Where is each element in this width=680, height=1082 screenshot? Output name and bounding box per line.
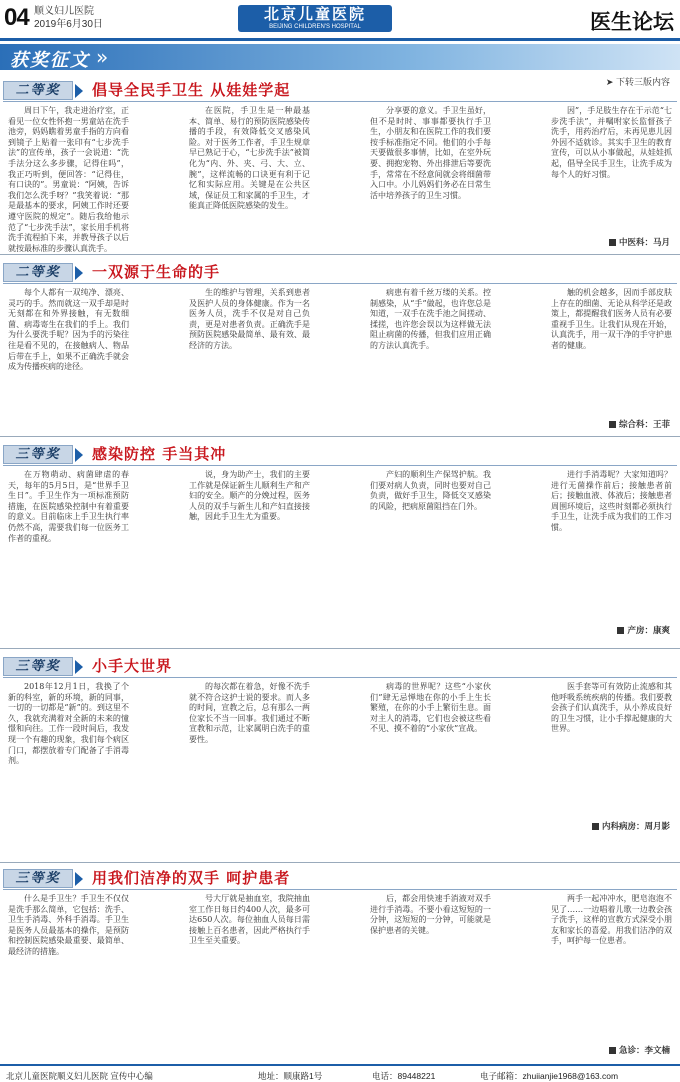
byline (609, 418, 670, 430)
article-column (370, 470, 491, 620)
banner (0, 44, 680, 70)
paragraph: 生的维护与管理，关系到患者及医护人员的身体健康。作为一名医务人员，洗手不仅是对自己负责，更是对患者负责。正确洗手是预防医院感染最简单、最有效、最经济的方法。 (189, 288, 310, 350)
article-column (551, 682, 672, 816)
square-bullet-icon (609, 239, 616, 246)
author: 产房：康爽 (627, 626, 670, 636)
article-column (370, 288, 491, 414)
article-columns (8, 682, 672, 816)
article-columns (8, 288, 672, 414)
page-header (0, 0, 680, 40)
article-column (551, 470, 672, 620)
article-title: 用我们洁净的双手 呵护患者 (92, 869, 291, 887)
article-column (370, 894, 491, 1038)
article-column (551, 106, 672, 232)
header-rule (0, 38, 680, 41)
paragraph: 在医院，手卫生是一种最基本、简单、易行的预防医院感染传播的手段，有效降低交叉感染风险。对于医务工作者，手卫生规章早已熟记于心，“七步洗手法”被简化为“内、外、夹、弓、大、立、腕”，这样流畅的口诀更有利于记忆和实际应用。关键是在公共区域，保证员工和家属的手卫生，才能真正降低医院感染的发生。 (189, 106, 310, 211)
award-tag: 二等奖 (3, 263, 73, 282)
article-title: 感染防控 手当其冲 (92, 445, 227, 463)
hospital-name: 北京儿童医院 (263, 5, 366, 23)
tag-arrow-icon (75, 266, 83, 280)
article-column (551, 894, 672, 1038)
article-column (8, 470, 129, 620)
article-header (0, 262, 680, 284)
paragraph: 两手一起冲冲水，肥皂泡泡不见了……一边唱着儿歌一边教会孩子洗手，这样的宣教方式深受小朋友和家长的喜爱。用我们洁净的双手，呵护每一位患者。 (551, 894, 672, 946)
article-column (370, 682, 491, 816)
author: 急诊：李文楠 (618, 1046, 670, 1056)
hospital-name-en: BEIJING CHILDREN'S HOSPITAL (269, 24, 361, 30)
article-columns (8, 894, 672, 1038)
paragraph: 医手套等可有效防止流感和其他呼吸系统疾病的传播。我们要教会孩子们认真洗手，从小养成良好的卫生习惯，让小手撑起健康的大世界。 (551, 682, 672, 734)
paragraph: 说，身为助产士，我们的主要工作就是保证新生儿顺利生产和产妇的安全。顺产的分娩过程，医务人员的双手与新生儿和产妇直接接触，因此手卫生尤为重要。 (189, 470, 310, 522)
section-divider (0, 254, 680, 255)
article-header (0, 656, 680, 678)
tag-arrow-icon (75, 872, 83, 886)
title-rule (3, 889, 677, 890)
continued-text: 下转三版内容 (615, 77, 670, 87)
column-title: 医生论坛 (590, 10, 674, 34)
paragraph: 的每次都在着急，好像不洗手就不符合这护士说的要求。而人多的时间，宣教之后，总有那么一两位家长不当一回事。我们通过不断宣教和示范，让家属明白洗手的重要性。 (189, 682, 310, 744)
article-5 (0, 868, 680, 1060)
footer-phone: 电话：89448221 (372, 1071, 436, 1081)
paragraph: 产妇的顺利生产保驾护航。我们要对病人负责，同时也要对自己负责，做好手卫生，降低交叉感染的风险，把病原菌阻挡在门外。 (370, 470, 491, 511)
article-column (8, 288, 129, 414)
article-title: 倡导全民手卫生 从娃娃学起 (92, 81, 291, 99)
issue-date: 2019年6月30日 (34, 19, 103, 30)
byline (609, 1044, 670, 1056)
article-column (189, 470, 310, 620)
banner-title: 获奖征文 (10, 50, 90, 71)
award-tag: 二等奖 (3, 81, 73, 100)
title-rule (3, 465, 677, 466)
tag-arrow-icon (75, 660, 83, 674)
article-column (8, 894, 129, 1038)
section-divider (0, 648, 680, 649)
paragraph: 2018年12月1日，我换了个新的科室，新的环境，新的同事，一切的一切都是“新”的。到这里不久，我就充满着对全新的未来的憧憬和向往。工作一段时间后，我发现一个有趣的现象，我们每个病区门口，都摆放着专门配备了手消毒剂。 (8, 682, 129, 766)
square-bullet-icon (592, 823, 599, 830)
article-header (0, 80, 680, 102)
paragraph: 号大厅就是抽血室，我院抽血室工作日每日约400人次，最多可达650人次。每位抽血人员每日需接触上百名患者，因此严格执行手卫生至关重要。 (189, 894, 310, 946)
paragraph: 在万物萌动、病菌肆虐的春天，每年的5月5日，是“世界手卫生日”。手卫生作为一项标准预防措施，在医院感染控制中有着重要的意义。目前临床上手卫生执行率仍然不高，需要我们每一位医务工作者的重视。 (8, 470, 129, 543)
article-column (8, 106, 129, 253)
author: 内科病房：周月影 (601, 822, 670, 832)
paragraph: 每个人都有一双纯净、漂亮、灵巧的手。然而就这一双手却是时无刻都在和外界接触，有无数细菌、病毒寄生在我们的手上。我们为什么要洗手呢？因为手的污染往往是看不见的，在接触病人、物品后带在手上，如果不正确洗手就会成为传播疾病的途径。 (8, 288, 129, 372)
article-column (189, 106, 310, 232)
footer-email: 电子邮箱：zhuiianjie1968@163.com (480, 1071, 619, 1081)
byline (609, 236, 670, 248)
article-title: 一双源于生命的手 (92, 263, 221, 281)
square-bullet-icon (609, 1047, 616, 1054)
byline (592, 820, 670, 832)
byline (617, 624, 670, 636)
square-bullet-icon (609, 421, 616, 428)
tag-arrow-icon (75, 84, 83, 98)
footer-address: 地址：顺康路1号 (258, 1071, 323, 1081)
article-header (0, 868, 680, 890)
article-columns (8, 470, 672, 620)
paragraph: 分享要的意义。手卫生虽好，但不是时时、事事都要执行手卫生，小朋友和在医院工作的我们要按手标准指定不同。他们的小手每天要做很多事情，比如，在室外玩要、拥抱宠物、外出排泄后等要洗手，常常在不经意间就会将细菌带入口中。小儿妈妈们务必在日常生活中培养孩子的卫生习惯。 (370, 106, 491, 200)
article-4 (0, 656, 680, 836)
title-rule (3, 101, 677, 102)
article-title: 小手大世界 (92, 657, 173, 675)
banner-arrow-icon: » (96, 45, 109, 69)
article-3 (0, 444, 680, 644)
paragraph: 触的机会越多，因而手部皮肤上存在的细菌、无论从科学还是政策上，都提醒我们医务人员有必要重视手卫生。让我们从现在开始，认真洗手，用一双干净的手守护患者的健康。 (551, 288, 672, 350)
author: 中医科：马月 (618, 238, 670, 248)
page-footer (0, 1064, 680, 1082)
hospital-logo (238, 5, 392, 32)
header-meta (34, 5, 103, 31)
article-1 (0, 80, 680, 253)
article-column (189, 288, 310, 414)
award-tag: 三等奖 (3, 657, 73, 676)
award-tag: 三等奖 (3, 445, 73, 464)
article-header (0, 444, 680, 466)
paragraph: 周日下午，我走进治疗室，正看见一位女性怀抱一男童站在洗手池旁，妈妈瞧着男童手指的方向看到镜子上贴着一张印有“七步洗手法”的宣传单，孩子一会说道：“洗手法分这么多步骤，记得住吗”，我正巧听到，便回答：“记得住，有口诀的”。男童说：“阿姨，告诉我们怎么洗手呀？”我笑着说：“那是最基本的要求，阿姨工作时还要遵守医院的规定”。随后我给他示范了“七步洗手法”，家长用手机将洗手流程拍下来，并教导孩子以后就按最标准的步骤认真洗手。 (8, 106, 129, 253)
footer-publisher: 北京儿童医院顺义妇儿医院 宣传中心编 (6, 1071, 153, 1081)
square-bullet-icon (617, 627, 624, 634)
article-2 (0, 262, 680, 432)
paragraph: 病患有着千丝万缕的关系。控制感染，从“手”做起，也许您总是知道，一双手在洗手池之间搓动、揉搓，也许您会误以为这样做无法阻止病菌的传播，但我们应用正确的方法认真洗手。 (370, 288, 491, 350)
section-divider (0, 436, 680, 437)
paragraph: 后，都会用快速手消液对双手进行手消毒。不要小看这短短的一分钟，这短短的一分钟，可能就是保护患者的关键。 (370, 894, 491, 935)
paragraph: 病毒的世界呢？这些“小家伙们”肆无忌惮地在你的小手上生长繁殖，在你的小手上繁衍生息。面对主人的消毒，它们也会被这些看不见、摸不着的“小家伙”宣战。 (370, 682, 491, 734)
paragraph: 进行手消毒呢？大家知道吗？进行无菌操作前后；接触患者前后；接触血液、体液后；接触患者周围环境后，这些时刻都必须执行手卫生，让洗手成为我们的工作习惯。 (551, 470, 672, 532)
article-column (189, 894, 310, 1038)
author: 综合科：王菲 (618, 420, 670, 430)
article-column (189, 682, 310, 816)
paragraph: 因”，手足肢生存在于示范“七步洗手法”，并嘱咐家长监督孩子洗手，用药治疗后，未再见患儿因外因不适就诊。其实手卫生的教育宣传，可以从小事做起，从娃娃抓起，倡导全民手卫生，让洗手成为每个人的好习惯。 (551, 106, 672, 179)
title-rule (3, 677, 677, 678)
page-number: 04 (4, 4, 29, 31)
award-tag: 三等奖 (3, 869, 73, 888)
paragraph: 什么是手卫生？手卫生不仅仅是洗手那么简单，它包括：洗手、卫生手消毒、外科手消毒。手卫生是医务人员最基本的操作，是预防和控制医院感染最重要、最简单、最经济的措施。 (8, 894, 129, 956)
title-rule (3, 283, 677, 284)
continued-arrow-icon: ➤ (605, 77, 614, 87)
section-divider (0, 862, 680, 863)
article-column (370, 106, 491, 232)
article-column (8, 682, 129, 816)
article-column (551, 288, 672, 414)
tag-arrow-icon (75, 448, 83, 462)
paper-name: 顺义妇儿医院 (34, 6, 94, 17)
